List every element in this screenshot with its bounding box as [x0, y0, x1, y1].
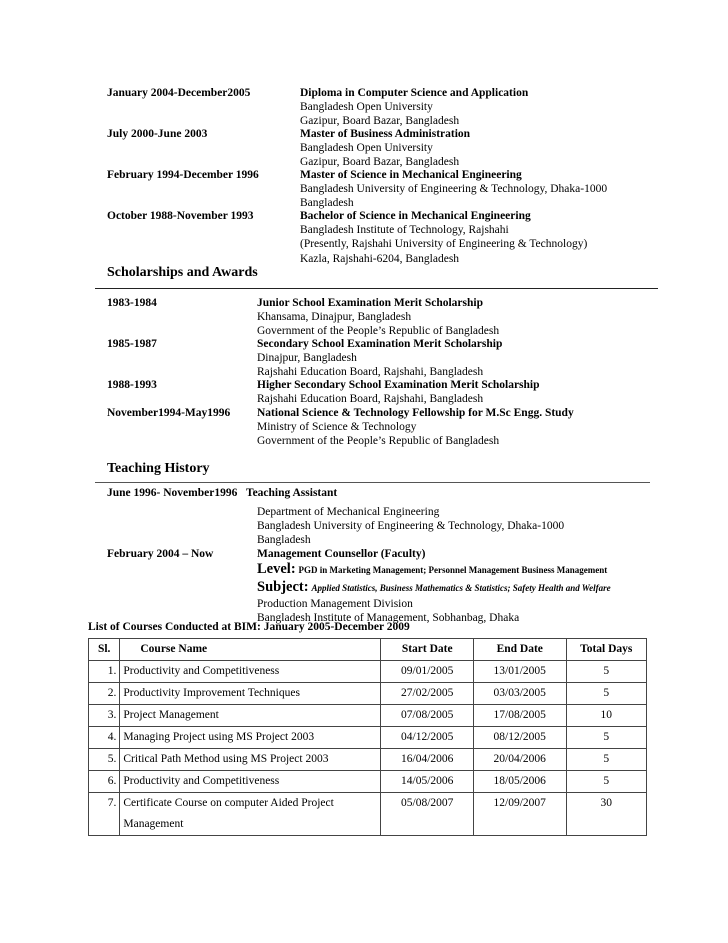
courses-title: List of Courses Conducted at BIM: January 2005-December 2009 — [88, 621, 410, 633]
job-line: Bangladesh University of Engineering & Technology, Dhaka-1000 — [257, 520, 565, 533]
cell-total-days: 30 — [566, 793, 647, 836]
cell-course-name: Productivity and Competitiveness — [120, 771, 381, 793]
award-period: 1985-1987 — [107, 338, 157, 350]
edu-line: Bangladesh Open University — [300, 101, 433, 114]
award-period: 1988-1993 — [107, 379, 157, 391]
job-level — [257, 561, 611, 579]
scholarships-heading: Scholarships and Awards — [107, 265, 258, 280]
courses-table — [88, 638, 647, 836]
table-row — [89, 683, 647, 705]
job-line: Bangladesh — [257, 534, 311, 547]
cell-course-name: Productivity Improvement Techniques — [120, 683, 381, 705]
edu-period: October 1988-November 1993 — [107, 210, 254, 222]
cell-total-days: 5 — [566, 661, 647, 683]
edu-line: (Presently, Rajshahi University of Engineering & Technology) — [300, 238, 588, 251]
cell-total-days: 5 — [566, 749, 647, 771]
edu-line: Bangladesh University of Engineering & Technology, Dhaka-1000 — [300, 183, 608, 196]
cell-sl: 5. — [89, 749, 120, 771]
teaching-heading: Teaching History — [107, 461, 210, 476]
job-period: February 2004 – Now — [107, 548, 214, 560]
award-title: Junior School Examination Merit Scholarship — [257, 297, 483, 309]
col-sl: Sl. — [89, 639, 120, 661]
subject-label: Subject: — [257, 579, 309, 596]
edu-line: Bangladesh — [300, 197, 354, 210]
cell-course-name: Project Management — [120, 705, 381, 727]
award-line: Government of the People’s Republic of Bangladesh — [257, 435, 500, 448]
cell-sl: 7. — [89, 793, 120, 836]
edu-entry — [300, 127, 470, 170]
edu-line: Bangladesh Open University — [300, 142, 433, 155]
job-header — [107, 486, 337, 500]
award-title: Higher Secondary School Examination Merit Scholarship — [257, 379, 540, 391]
edu-period: July 2000-June 2003 — [107, 128, 208, 140]
edu-entry — [300, 209, 587, 266]
section-divider — [95, 288, 658, 289]
cell-total-days: 5 — [566, 683, 647, 705]
award-title: National Science & Technology Fellowship for M.Sc Engg. Study — [257, 407, 574, 419]
cell-start-date: 27/02/2005 — [381, 683, 474, 705]
col-start-date: Start Date — [381, 639, 474, 661]
edu-degree: Master of Business Administration — [300, 128, 471, 140]
cell-course-name-line: Certificate Course on computer Aided Project — [123, 797, 334, 809]
cell-start-date: 16/04/2006 — [381, 749, 474, 771]
award-line: Government of the People’s Republic of Bangladesh — [257, 325, 500, 338]
edu-degree: Diploma in Computer Science and Application — [300, 87, 529, 99]
table-row — [89, 727, 647, 749]
edu-line: Bangladesh Institute of Technology, Rajshahi — [300, 224, 509, 237]
col-course-name: Course Name — [120, 639, 381, 661]
cell-start-date: 07/08/2005 — [381, 705, 474, 727]
cell-sl: 1. — [89, 661, 120, 683]
edu-entry — [300, 86, 528, 129]
award-line: Khansama, Dinajpur, Bangladesh — [257, 311, 412, 324]
cell-course-name: Managing Project using MS Project 2003 — [120, 727, 381, 749]
cell-course-name-line: Management — [123, 818, 184, 830]
job-entry — [257, 547, 611, 626]
cell-sl: 6. — [89, 771, 120, 793]
award-entry — [257, 378, 540, 406]
cell-total-days: 10 — [566, 705, 647, 727]
cell-total-days: 5 — [566, 771, 647, 793]
edu-period: January 2004-December2005 — [107, 87, 251, 99]
job-subject — [257, 579, 611, 597]
job-line: Production Management Division — [257, 598, 413, 611]
edu-line: Gazipur, Board Bazar, Bangladesh — [300, 156, 460, 169]
job-line: Department of Mechanical Engineering — [257, 506, 440, 518]
cell-course-name: Productivity and Competitiveness — [120, 661, 381, 683]
level-label: Level: — [257, 561, 296, 578]
cell-start-date: 09/01/2005 — [381, 661, 474, 683]
cell-end-date: 08/12/2005 — [473, 727, 566, 749]
award-period: 1983-1984 — [107, 297, 157, 309]
cell-end-date: 12/09/2007 — [473, 793, 566, 836]
table-row — [89, 793, 647, 836]
col-total-days: Total Days — [566, 639, 647, 661]
table-row — [89, 705, 647, 727]
award-period: November1994-May1996 — [107, 407, 231, 419]
edu-line: Gazipur, Board Bazar, Bangladesh — [300, 115, 460, 128]
award-line: Dinajpur, Bangladesh — [257, 352, 357, 365]
cell-total-days: 5 — [566, 727, 647, 749]
level-text: PGD in Marketing Management; Personnel Management Business Management — [298, 565, 608, 576]
job-title: Management Counsellor (Faculty) — [257, 548, 426, 560]
cell-sl: 3. — [89, 705, 120, 727]
award-title: Secondary School Examination Merit Scholarship — [257, 338, 503, 350]
cell-sl: 2. — [89, 683, 120, 705]
table-header-row — [89, 639, 647, 661]
cell-start-date: 04/12/2005 — [381, 727, 474, 749]
edu-degree: Master of Science in Mechanical Engineering — [300, 169, 522, 181]
award-entry — [257, 337, 502, 380]
section-divider — [95, 482, 650, 483]
cell-end-date: 03/03/2005 — [473, 683, 566, 705]
award-line: Ministry of Science & Technology — [257, 421, 417, 434]
edu-line: Kazla, Rajshahi-6204, Bangladesh — [300, 252, 460, 265]
subject-text: Applied Statistics, Business Mathematics & Statistics; Safety Health and Welfare — [311, 583, 611, 594]
cell-course-name: Critical Path Method using MS Project 2003 — [120, 749, 381, 771]
cell-end-date: 17/08/2005 — [473, 705, 566, 727]
cell-start-date: 14/05/2006 — [381, 771, 474, 793]
job-line: Bangladesh Institute of Management, Sobhanbag, Dhaka — [257, 612, 520, 625]
edu-degree: Bachelor of Science in Mechanical Engineering — [300, 210, 531, 222]
job-entry — [257, 505, 564, 548]
cell-sl: 4. — [89, 727, 120, 749]
table-row — [89, 661, 647, 683]
cell-end-date: 18/05/2006 — [473, 771, 566, 793]
award-entry — [257, 296, 499, 339]
col-end-date: End Date — [473, 639, 566, 661]
cell-start-date: 05/08/2007 — [381, 793, 474, 836]
cell-course-name — [120, 793, 381, 836]
edu-entry — [300, 168, 607, 211]
job-period: June 1996- November1996 — [107, 487, 238, 499]
table-row — [89, 771, 647, 793]
edu-period: February 1994-December 1996 — [107, 169, 259, 181]
award-line: Rajshahi Education Board, Rajshahi, Bangladesh — [257, 366, 484, 379]
award-entry — [257, 406, 574, 449]
job-title: Teaching Assistant — [245, 487, 338, 499]
award-line: Rajshahi Education Board, Rajshahi, Bangladesh — [257, 393, 484, 406]
cell-end-date: 13/01/2005 — [473, 661, 566, 683]
cell-end-date: 20/04/2006 — [473, 749, 566, 771]
table-row — [89, 749, 647, 771]
